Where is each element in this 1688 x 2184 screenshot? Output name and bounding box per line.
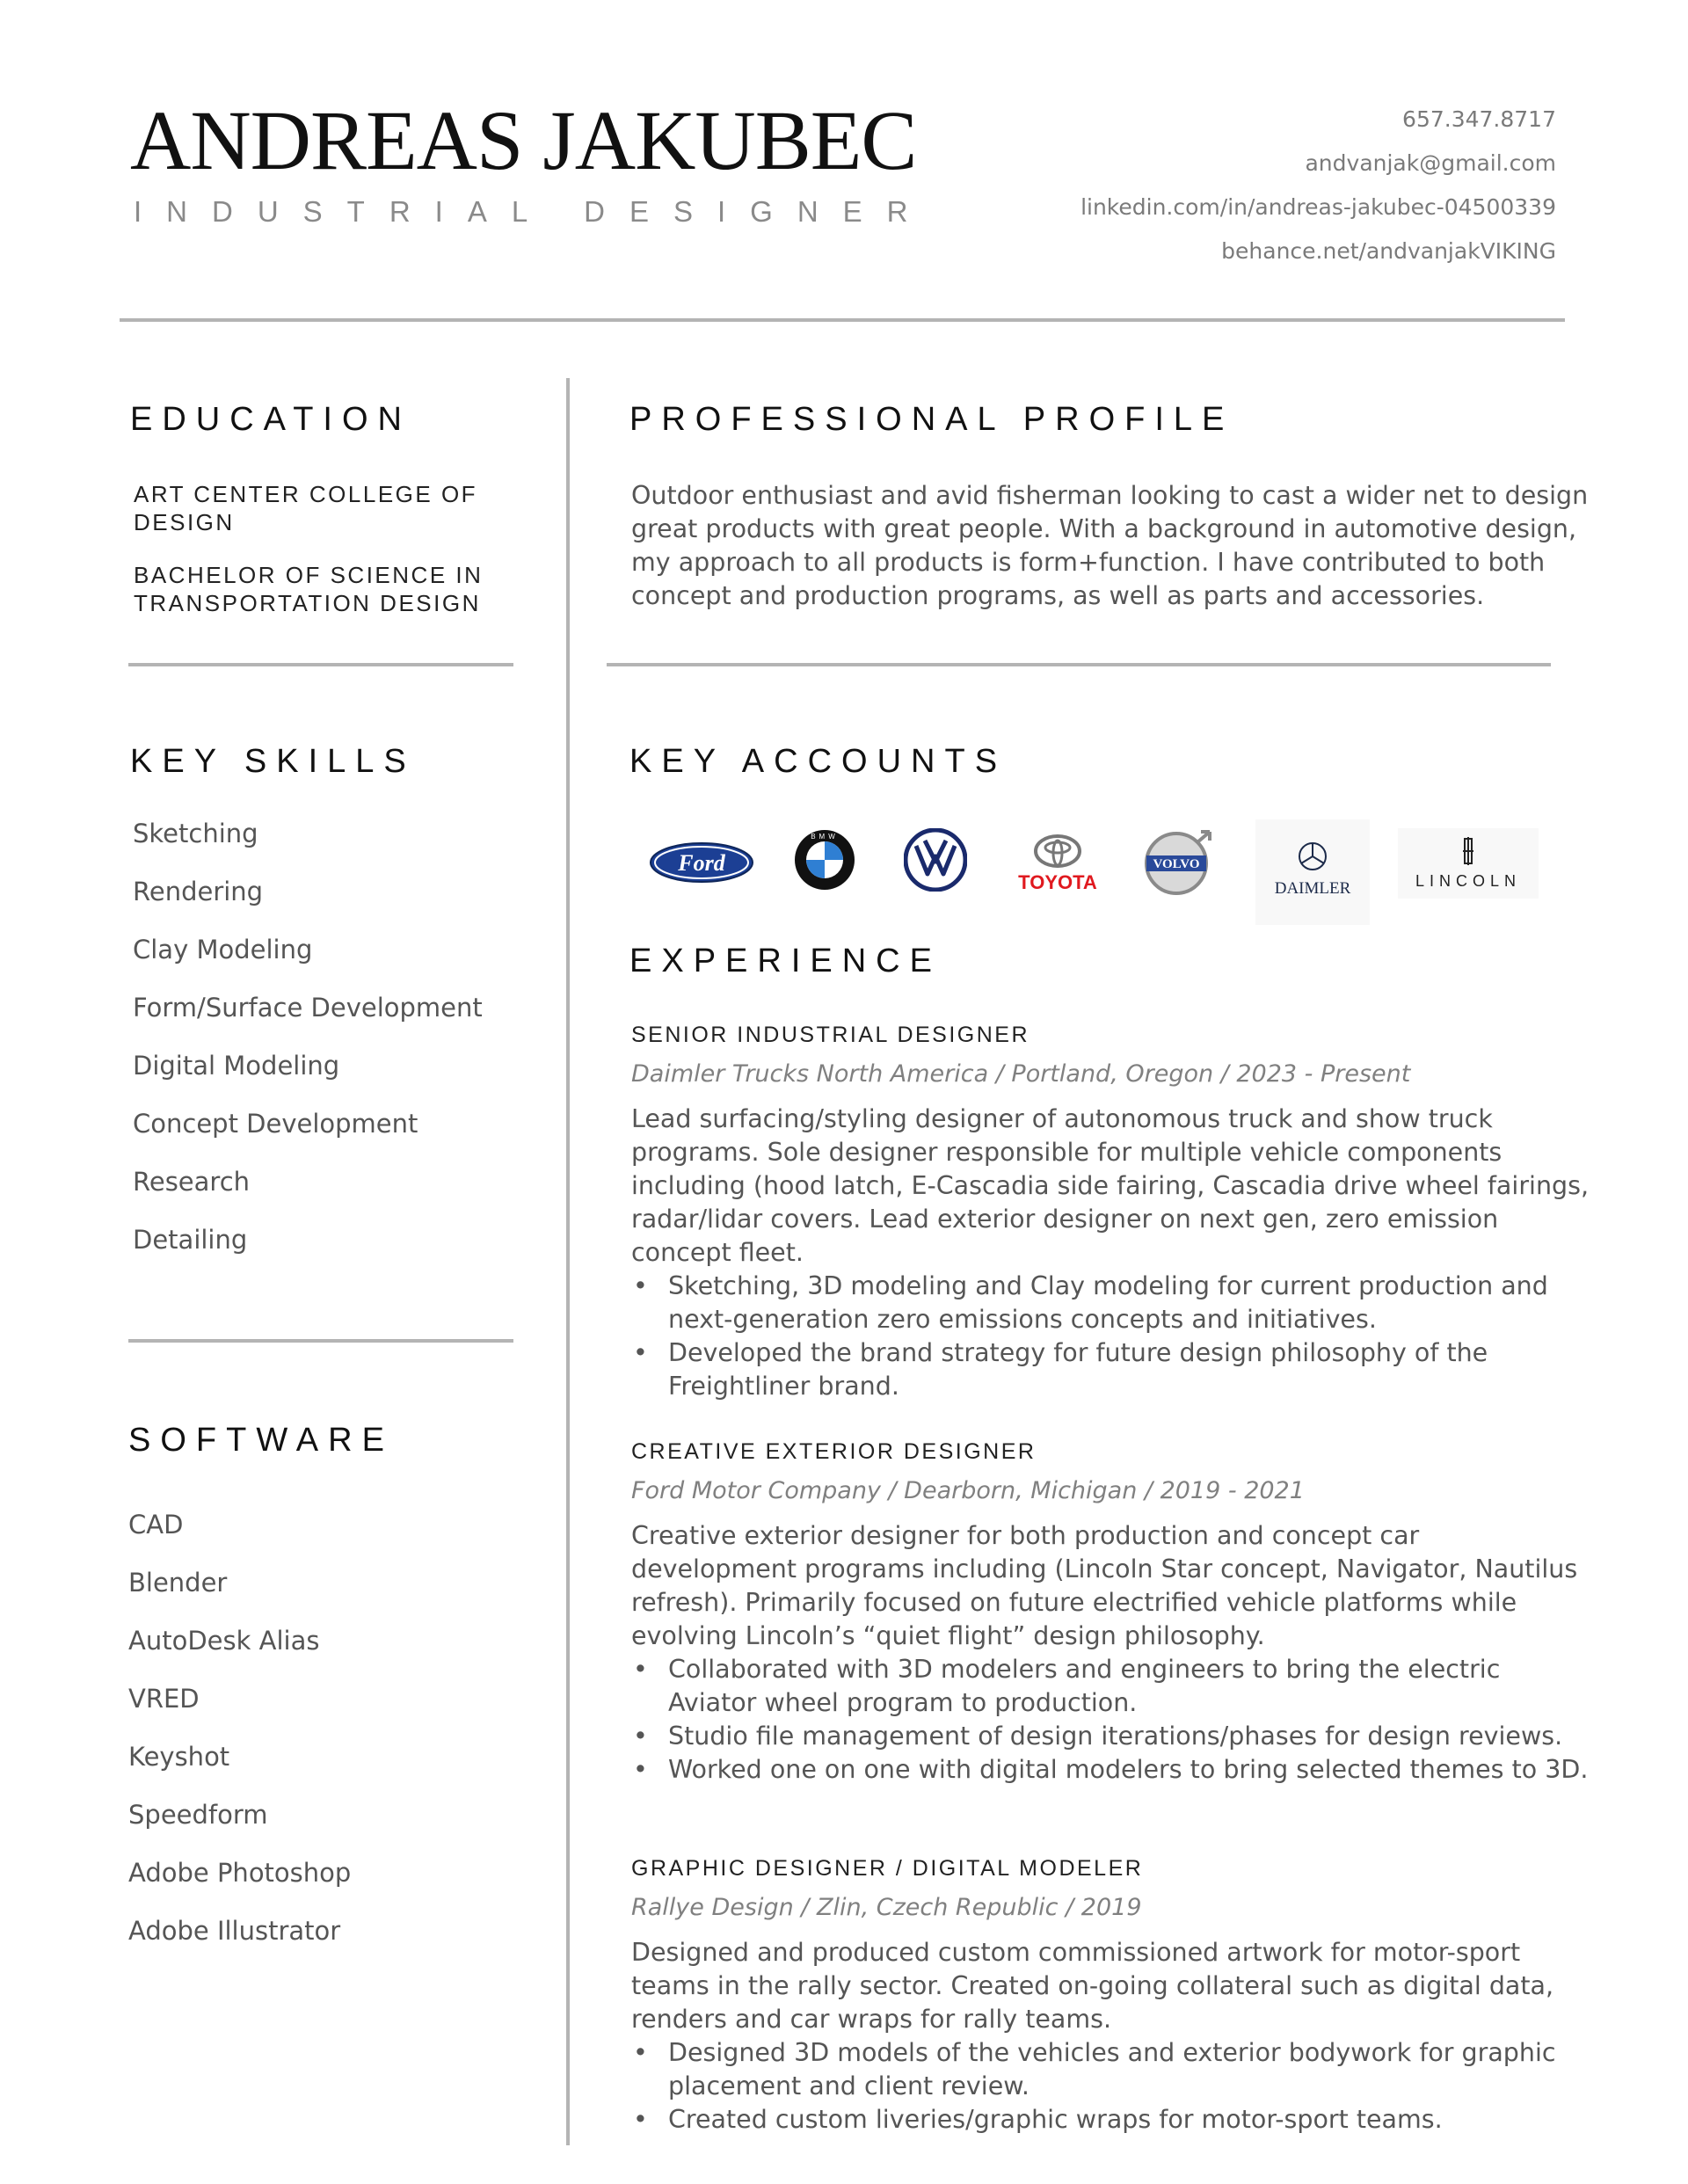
daimler-logo xyxy=(1255,819,1370,925)
linkedin-link[interactable]: linkedin.com/in/andreas-jakubec-04500339 xyxy=(1080,194,1556,220)
list-item: CAD xyxy=(128,1510,184,1540)
list-item: • Worked one on one with digital modelers to bring selected themes to 3D. xyxy=(631,1753,1590,1787)
list-item: Rendering xyxy=(133,877,264,906)
job-company: Daimler Trucks North America / Portland, Oregon / 2023 - Present xyxy=(631,1060,1411,1088)
job-entry xyxy=(631,1437,1590,1787)
list-item: • Developed the brand strategy for future design philosophy of the Freightliner brand. xyxy=(631,1336,1590,1403)
lincoln-logo xyxy=(1398,828,1539,899)
list-item: Adobe Photoshop xyxy=(128,1858,352,1888)
volkswagen-logo xyxy=(904,828,967,892)
job-description: Designed and produced custom commissioned artwork for motor-sport teams in the rally sector. Created on-going collateral such as digital data, renders and car wraps for rally teams. xyxy=(631,1938,1554,2034)
list-item: • Studio file management of design iterations/phases for design reviews. xyxy=(631,1720,1590,1753)
software-heading: SOFTWARE xyxy=(128,1422,394,1459)
education-degree: BACHELOR OF SCIENCE IN TRANSPORTATION DESIGN xyxy=(134,562,484,616)
experience-heading: EXPERIENCE xyxy=(629,943,942,979)
header-divider xyxy=(120,318,1565,322)
job-bullets xyxy=(631,2036,1590,2137)
svg-text:BMW: BMW xyxy=(811,833,839,841)
candidate-title: INDUSTRIAL DESIGNER xyxy=(134,195,933,228)
svg-text:DAIMLER: DAIMLER xyxy=(1274,879,1351,898)
list-item: Adobe Illustrator xyxy=(128,1916,341,1946)
list-item: • Created custom liveries/graphic wraps for motor-sport teams. xyxy=(631,2103,1590,2137)
job-bullets xyxy=(631,1653,1590,1787)
email-address[interactable]: andvanjak@gmail.com xyxy=(1305,150,1556,176)
education-heading: EDUCATION xyxy=(130,401,411,438)
job-company: Ford Motor Company / Dearborn, Michigan / 2019 - 2021 xyxy=(631,1477,1305,1504)
job-entry xyxy=(631,1853,1590,2137)
list-item: Concept Development xyxy=(133,1109,418,1139)
skills-heading: KEY SKILLS xyxy=(130,743,416,780)
list-item: Form/Surface Development xyxy=(133,993,483,1023)
list-item: Digital Modeling xyxy=(133,1051,340,1081)
list-item: • Designed 3D models of the vehicles and exterior bodywork for graphic placement and client review. xyxy=(631,2036,1590,2103)
volvo-logo xyxy=(1139,828,1215,897)
behance-link[interactable]: behance.net/andvanjakVIKING xyxy=(1221,238,1556,264)
key-accounts-logos xyxy=(640,819,1539,925)
skills-divider xyxy=(128,1339,513,1343)
list-item: VRED xyxy=(128,1684,200,1714)
job-entry xyxy=(631,1020,1590,1403)
software-list xyxy=(128,1507,351,1971)
job-description: Lead surfacing/styling designer of autonomous truck and show truck programs. Sole designer responsible for multiple vehicle components including (hood latch, E-Cascadia side fairing, Cascadia drive wheel fairings, radar/lidar covers. Lead exterior designer on next gen, zero emission concept fleet. xyxy=(631,1104,1590,1267)
job-title: CREATIVE EXTERIOR DESIGNER xyxy=(631,1439,1037,1464)
job-description: Creative exterior designer for both production and concept car development programs including (Lincoln Star concept, Navigator, Nautilus refresh). Primarily focused on future electrified vehicle platforms while evolving Lincoln’s “quiet flight” design philosophy. xyxy=(631,1521,1578,1650)
education-school: ART CENTER COLLEGE OF DESIGN xyxy=(134,481,478,535)
list-item: Detailing xyxy=(133,1225,248,1255)
list-item: Blender xyxy=(128,1568,228,1598)
profile-text: Outdoor enthusiast and avid fisherman looking to cast a wider net to design great products with great people. With a background in automotive design, my approach to all products is form+function. I have contributed to both concept and production programs, as well as parts and accessories. xyxy=(631,481,1589,610)
job-bullets xyxy=(631,1270,1590,1403)
skills-list xyxy=(133,816,483,1280)
list-item: Speedform xyxy=(128,1800,268,1830)
job-title: GRAPHIC DESIGNER / DIGITAL MODELER xyxy=(631,1856,1144,1881)
list-item: Sketching xyxy=(133,819,258,848)
list-item: • Sketching, 3D modeling and Clay modeling for current production and next-generation zero emissions concepts and initiatives. xyxy=(631,1270,1590,1336)
job-title: SENIOR INDUSTRIAL DESIGNER xyxy=(631,1023,1030,1047)
bmw-logo xyxy=(793,828,856,892)
list-item: • Collaborated with 3D modelers and engineers to bring the electric Aviator wheel program to production. xyxy=(631,1653,1590,1720)
list-item: Clay Modeling xyxy=(133,935,313,965)
toyota-logo xyxy=(1009,828,1106,895)
list-item: AutoDesk Alias xyxy=(128,1626,320,1656)
contact-block xyxy=(1080,104,1556,280)
profile-divider xyxy=(607,663,1551,666)
accounts-heading: KEY ACCOUNTS xyxy=(629,743,1008,780)
list-item: Research xyxy=(133,1167,251,1197)
svg-text:Ford: Ford xyxy=(678,850,725,876)
profile-heading: PROFESSIONAL PROFILE xyxy=(629,401,1234,438)
svg-text:LINCOLN: LINCOLN xyxy=(1415,872,1522,890)
svg-text:TOYOTA: TOYOTA xyxy=(1018,871,1097,893)
column-divider xyxy=(566,378,570,2145)
ford-logo xyxy=(649,841,754,885)
list-item: Keyshot xyxy=(128,1742,230,1772)
candidate-name: ANDREAS JAKUBEC xyxy=(130,93,917,187)
education-divider xyxy=(128,663,513,666)
phone-number: 657.347.8717 xyxy=(1402,106,1556,132)
job-company: Rallye Design / Zlin, Czech Republic / 2019 xyxy=(631,1894,1142,1921)
svg-text:VOLVO: VOLVO xyxy=(1153,857,1200,871)
